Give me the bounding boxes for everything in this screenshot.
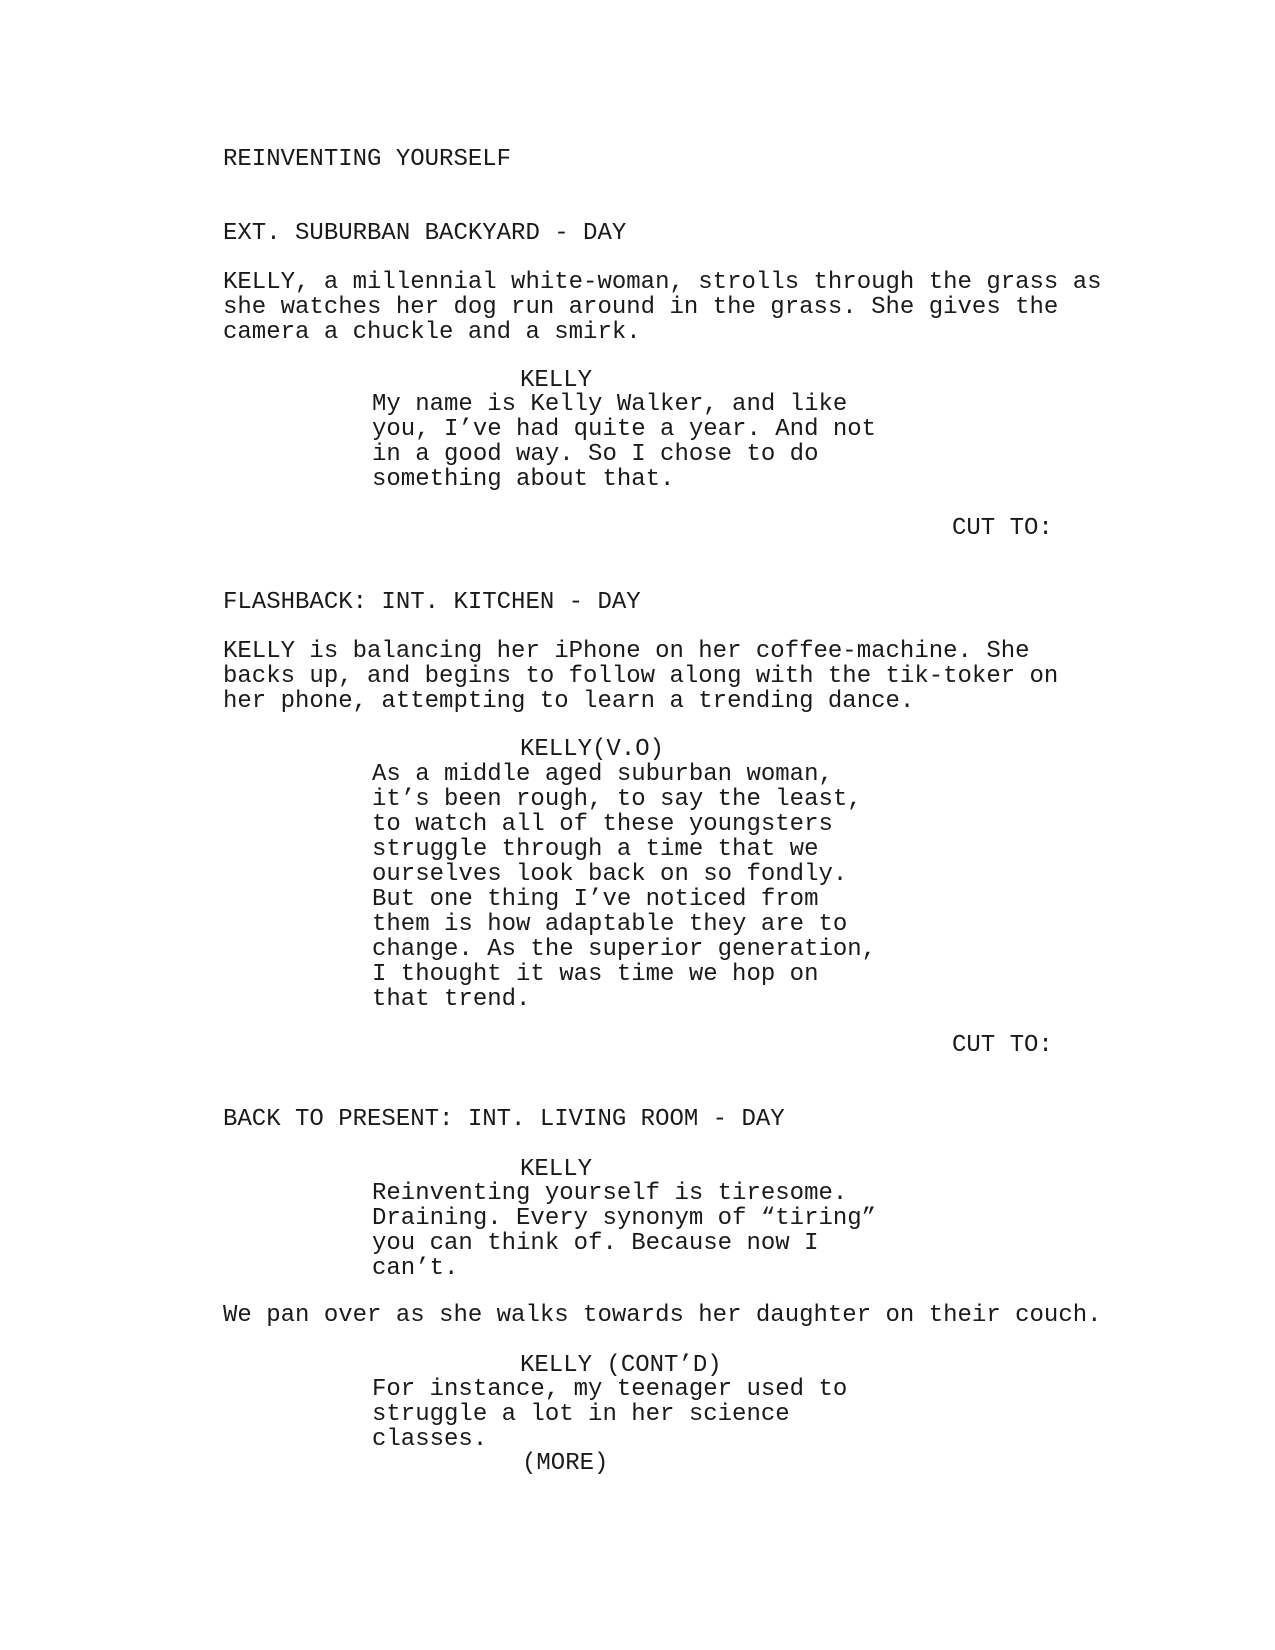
action-text: KELLY, a millennial white-woman, strolls through the grass as she watches her dog run around in the grass. She gives the camera a chuckle and a smirk. (223, 269, 1102, 346)
transition: CUT TO: (952, 515, 1053, 542)
scene-heading: BACK TO PRESENT: INT. LIVING ROOM - DAY (223, 1106, 785, 1133)
dialogue-text: As a middle aged suburban woman, it’s been rough, to say the least, to watch all of these youngsters struggle through a time that we ourselves look back on so fondly. But one thing I’ve noticed from them is how adaptable they are to change. As the superior generation, I thought it was time we hop on that trend. (372, 761, 877, 1013)
dialogue-text: My name is Kelly Walker, and like you, I’ve had quite a year. And not in a good way. So I chose to do something about that. (372, 391, 877, 493)
script-title: REINVENTING YOURSELF (223, 146, 512, 173)
more-indicator: (MORE) (522, 1450, 609, 1477)
dialogue-text: Reinventing yourself is tiresome. Draining. Every synonym of “tiring” you can think of. Because now I can’t. (372, 1180, 877, 1282)
character-name: KELLY (CONT’D) (520, 1352, 722, 1379)
action-text: We pan over as she walks towards her daughter on their couch. (223, 1302, 1102, 1329)
action-text: KELLY is balancing her iPhone on her coffee-machine. She backs up, and begins to follow along with the tik-toker on her phone, attempting to learn a trending dance. (223, 638, 1059, 715)
character-name: KELLY (520, 1156, 593, 1183)
character-name: KELLY (520, 367, 593, 394)
scene-heading: EXT. SUBURBAN BACKYARD - DAY (223, 220, 627, 247)
scene-heading: FLASHBACK: INT. KITCHEN - DAY (223, 589, 641, 616)
dialogue-text: For instance, my teenager used to struggle a lot in her science classes. (372, 1376, 848, 1453)
character-name: KELLY(V.O) (520, 736, 665, 763)
transition: CUT TO: (952, 1032, 1053, 1059)
